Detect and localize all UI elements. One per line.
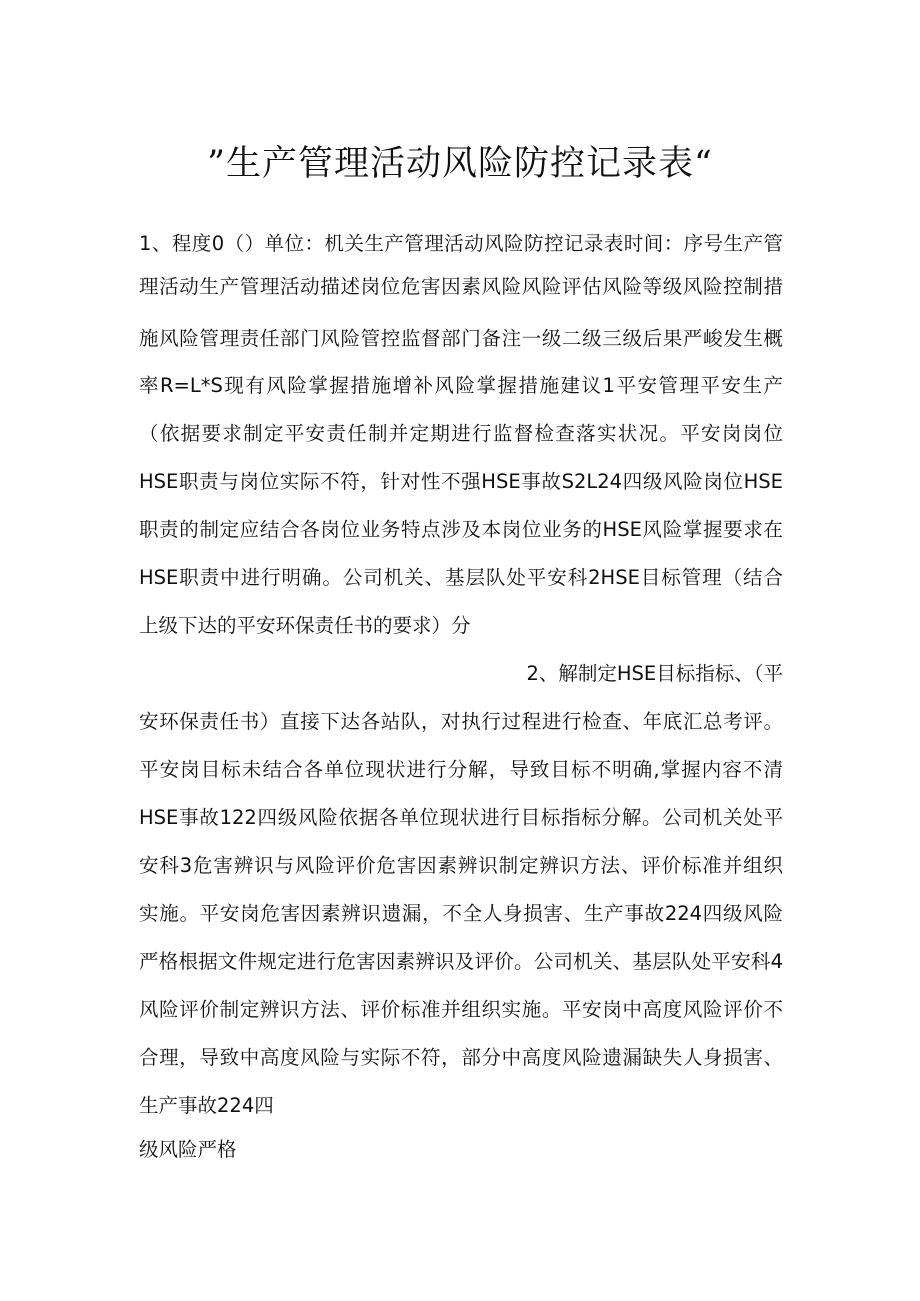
- body-line-6: HSE职责与岗位实际不符，针对性不强HSE事故S2L24四级风险岗位HSE: [139, 470, 783, 493]
- body-line-18: 合理，导致中高度风险与实际不符，部分中高度风险遗漏缺失人身损害、: [139, 1046, 783, 1069]
- body-line-15: 实施。平安岗危害因素辨识遗漏，不全人身损害、生产事故224四级风险: [139, 902, 783, 925]
- body-line-10: 2、解制定HSE目标指标、（平: [526, 662, 783, 685]
- body-line-20: 级风险严格: [139, 1138, 237, 1161]
- document-title: ”生产管理活动风险防控记录表“: [207, 144, 713, 184]
- body-line-11: 安环保责任书）直接下达各站队，对执行过程进行检查、年底汇总考评。: [139, 710, 783, 733]
- body-line-12: 平安岗目标未结合各单位现状进行分解，导致目标不明确,掌握内容不清: [139, 758, 783, 781]
- body-line-17: 风险评价制定辨识方法、评价标准并组织实施。平安岗中高度风险评价不: [139, 998, 783, 1021]
- body-line-16: 严格根据文件规定进行危害因素辨识及评价。公司机关、基层队处平安科4: [139, 950, 783, 973]
- body-line-14: 安科3危害辨识与风险评价危害因素辨识制定辨识方法、评价标准并组织: [139, 854, 783, 877]
- body-line-13: HSE事故122四级风险依据各单位现状进行目标指标分解。公司机关处平: [139, 806, 783, 829]
- body-line-4: 率R=L*S现有风险掌握措施增补风险掌握措施建议1平安管理平安生产: [139, 374, 783, 397]
- body-line-8: HSE职责中进行明确。公司机关、基层队处平安科2HSE目标管理（结合: [139, 566, 783, 589]
- body-line-3: 施风险管理责任部门风险管控监督部门备注一级二级三级后果严峻发生概: [139, 327, 783, 350]
- body-line-1: 1、程度0（）单位：机关生产管理活动风险防控记录表时间：序号生产管: [139, 232, 783, 255]
- body-line-19: 生产事故224四: [139, 1094, 274, 1117]
- body-line-9: 上级下达的平安环保责任书的要求）分: [139, 614, 471, 637]
- body-line-5: （依据要求制定平安责任制并定期进行监督检查落实状况。平安岗岗位: [139, 422, 783, 445]
- body-line-7: 职责的制定应结合各岗位业务特点涉及本岗位业务的HSE风险掌握要求在: [139, 518, 783, 541]
- body-line-2: 理活动生产管理活动描述岗位危害因素风险风险评估风险等级风险控制措: [139, 275, 783, 298]
